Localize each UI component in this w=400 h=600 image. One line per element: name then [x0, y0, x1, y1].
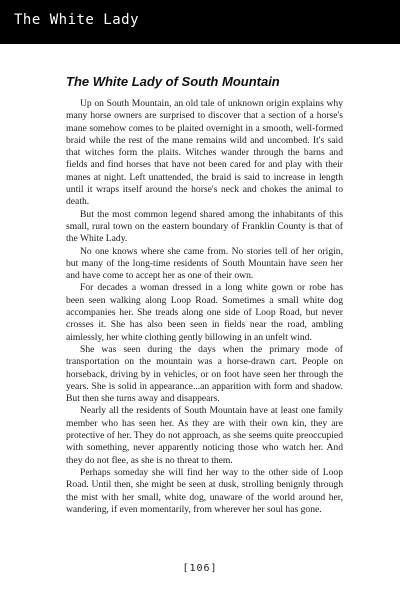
paragraph-4: For decades a woman dressed in a long white gown or robe has been seen walking along Loop Road. Sometimes a small white dog accompanies her. She treads along one side of Loop Road, but never crosses it. She has also been seen in fields near the road, ambling aimlessly, her white clothing gently billowing in an unfelt wind. — [66, 282, 343, 343]
paragraph-3-end: her and have come to accept her as one of their own. — [66, 257, 343, 282]
paragraph-2: But the most common legend shared among the inhabitants of this small, rural town on the eastern boundary of Franklin County is that of the White Lady. — [66, 208, 343, 245]
running-header — [0, 0, 400, 44]
story-body — [66, 98, 343, 516]
story-title: The White Lady of South Mountain — [66, 74, 280, 89]
running-header-title: The White Lady — [14, 12, 140, 28]
paragraph-7: Perhaps someday she will find her way to the other side of Loop Road. Until then, she might be seen at dusk, strolling benignly through the mist with her small, white dog, unaware of the world around her, wandering, if even momentarily, from wherever her soul has gone. — [66, 466, 343, 515]
paragraph-5: She was seen during the days when the primary mode of transportation on the mountain was a horse-drawn cart. People on horseback, driving by in vehicles, or on foot have seen her through the years. She is solid in appearance...an apparition with form and shadow. But then she turns away and disappears. — [66, 343, 343, 405]
paragraph-1: Up on South Mountain, an old tale of unknown origin explains why many horse owners are surprised to discover that a section of a horse's mane somehow comes to be plaited overnight in a smooth, well-formed braid while the rest of the mane remains wild and uncombed. It's said that witches form the plaits. Witches wander through the barns and fields and find horses that have not been cared for and play with their manes at night. Left unattended, the braid is said to increase in length until it wraps itself around the horse's neck and chokes the animal to death. — [66, 98, 343, 208]
paragraph-3-emphasis: seen — [310, 257, 328, 269]
paragraph-3 — [66, 246, 343, 283]
paragraph-3-start: No one knows where she came from. No stories tell of her origin, but many of the long-time residents of South Mountain have — [66, 245, 343, 269]
page-number: [106] — [182, 563, 218, 574]
paragraph-6: Nearly all the residents of South Mountain have at least one family member who has seen her. As they are with their own kin, they are protective of her. They do not approach, as she seems quite preoccupied with something, never apparently noticing those who watch her. And they do not flee, as she is no threat to them. — [66, 405, 343, 466]
